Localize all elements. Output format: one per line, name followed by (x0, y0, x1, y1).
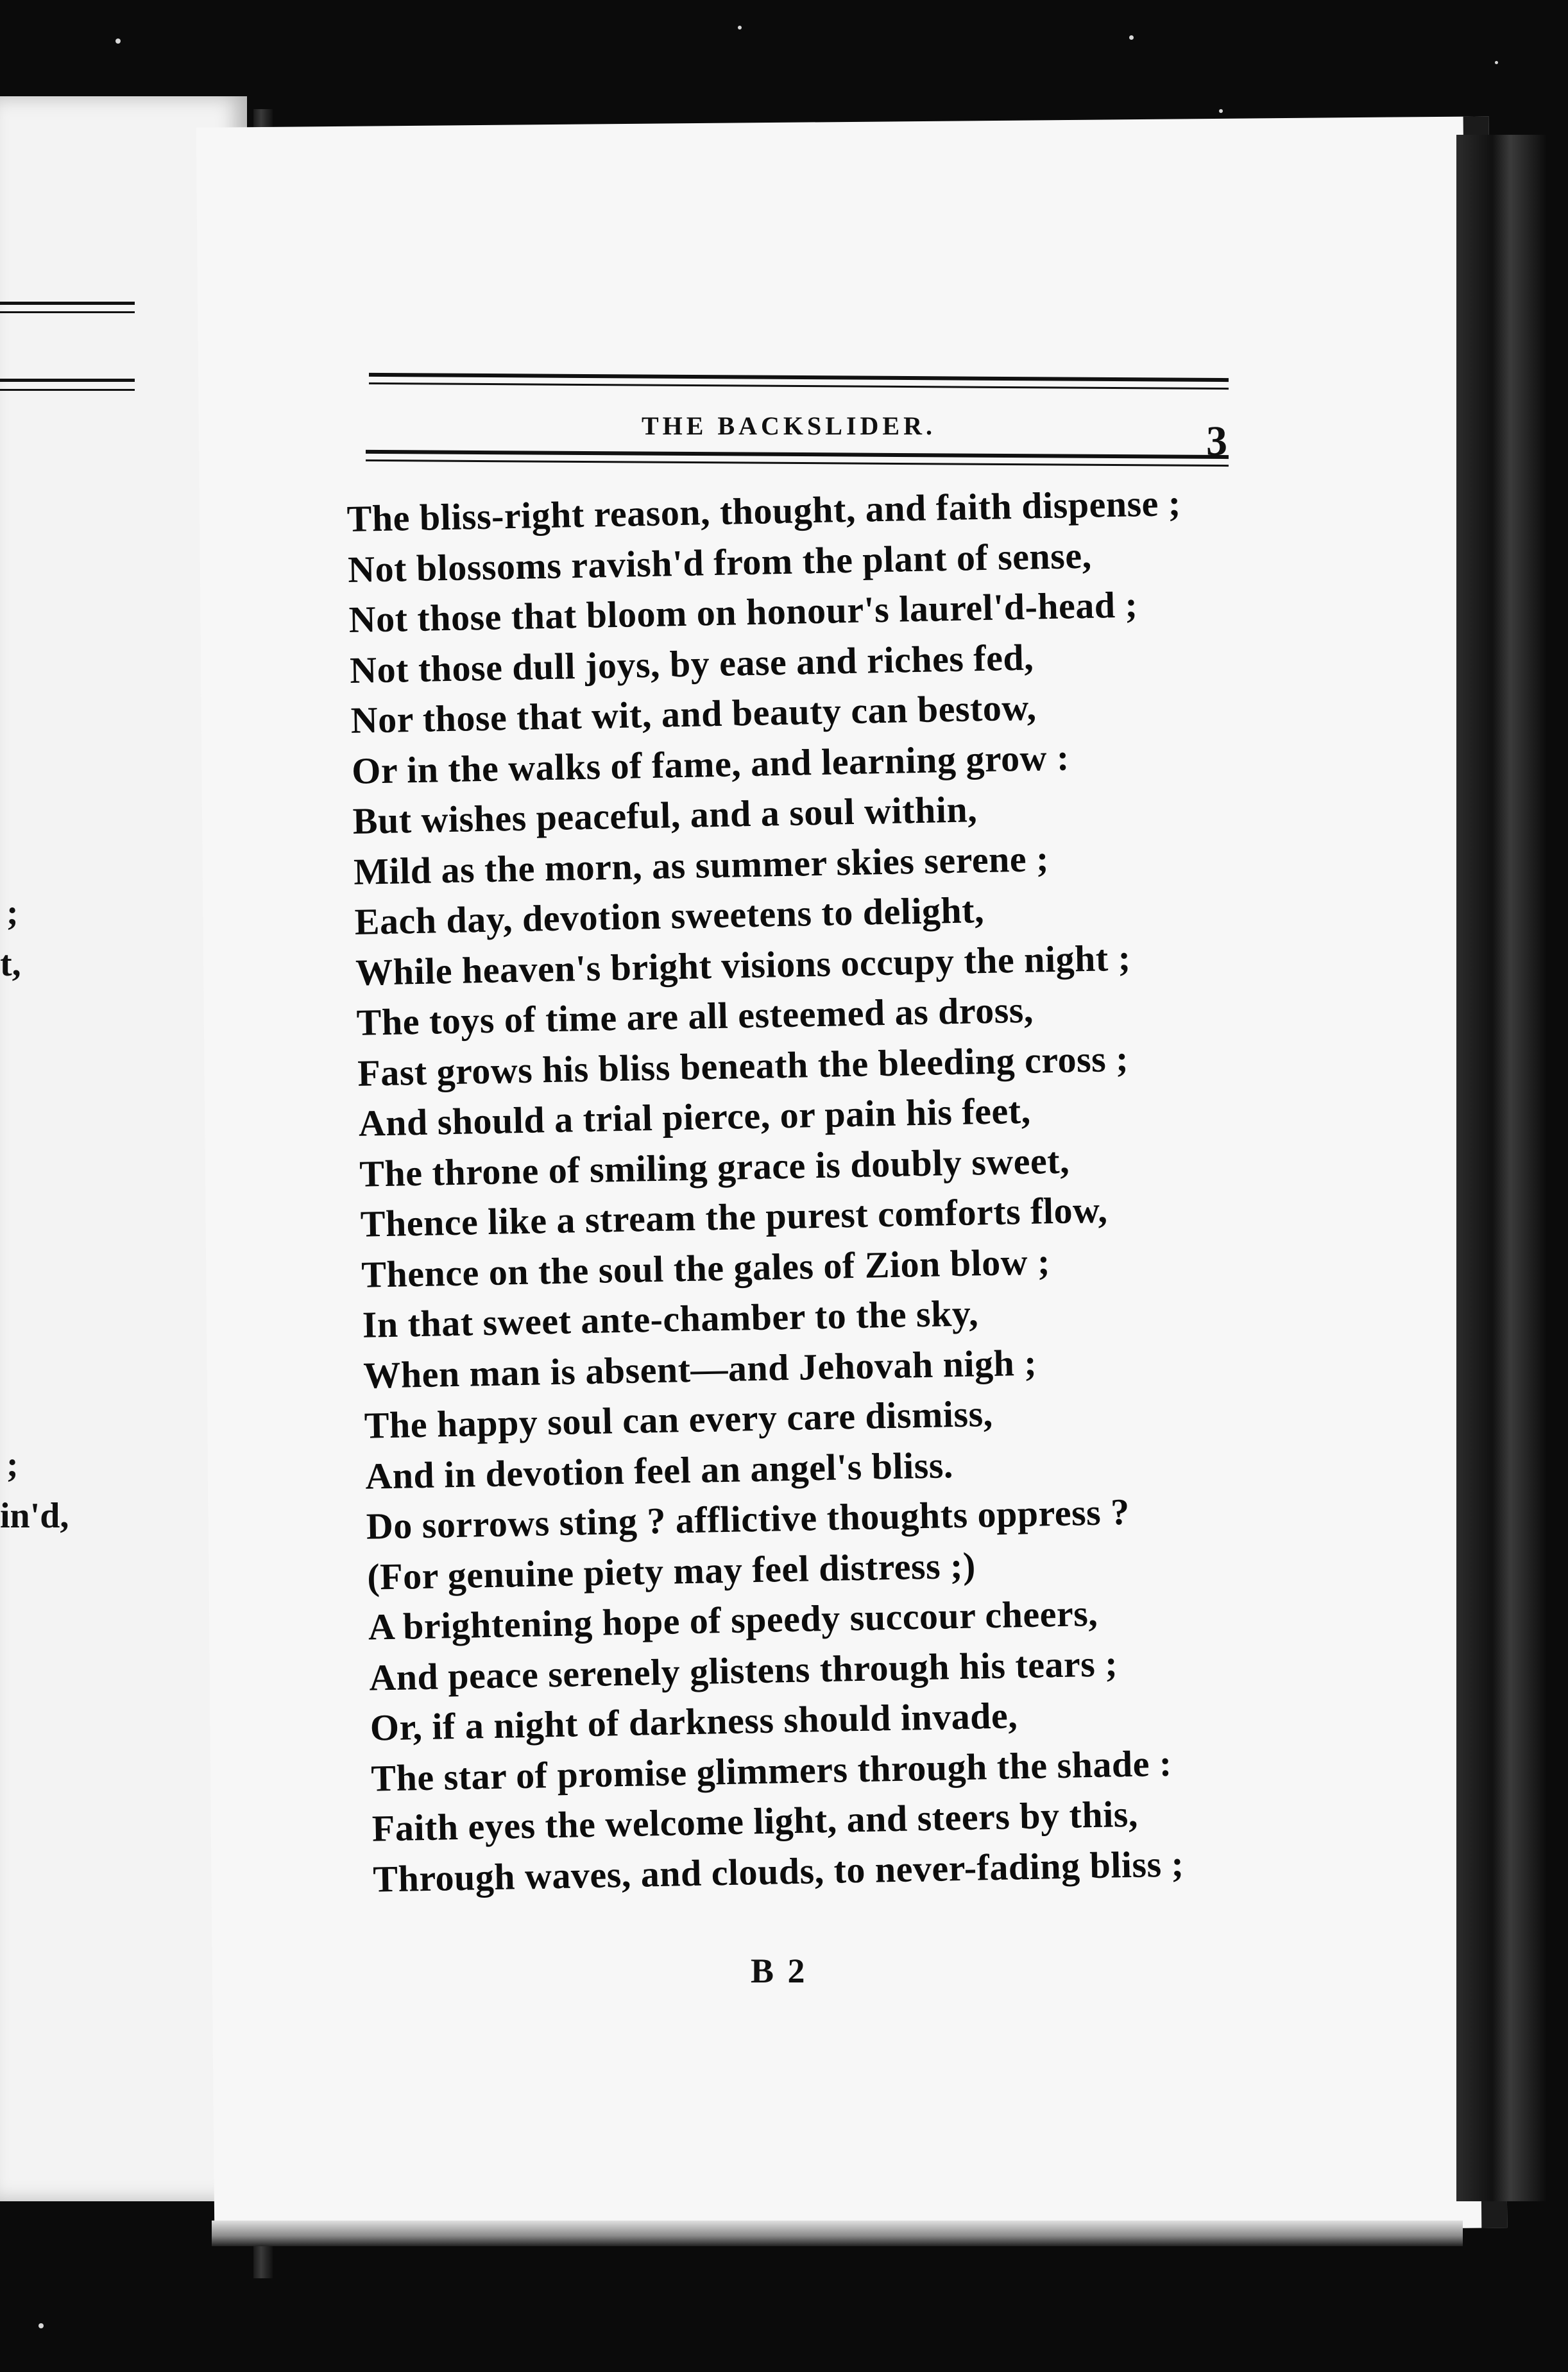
verse-line: The bliss-right reason, thought, and faith dispense ; (346, 482, 1182, 540)
verse-line: Or, if a night of darkness should invade, (370, 1694, 1018, 1749)
signature-mark: B 2 (751, 1952, 808, 1990)
verse-line: Thence like a stream the purest comforts flow, (360, 1189, 1108, 1245)
facing-page-fragment: ; (6, 1445, 19, 1484)
verse-line: When man is absent—and Jehovah nigh ; (362, 1341, 1037, 1397)
scan-speck (1129, 35, 1134, 40)
verse-line: And should a trial pierce, or pain his feet, (358, 1089, 1032, 1144)
scan-speck (738, 26, 742, 30)
verse-line: Faith eyes the welcome light, and steers by this, (371, 1792, 1139, 1850)
verse-line: The throne of smiling grace is doubly sweet, (359, 1139, 1070, 1195)
verse-line: Not those that bloom on honour's laurel'd-head ; (348, 583, 1138, 640)
verse-line: (For genuine piety may feel distress ;) (366, 1543, 976, 1598)
verse-line: Do sorrows sting ? afflictive thoughts oppress ? (366, 1490, 1130, 1547)
verse-line: The happy soul can every care dismiss, (364, 1392, 994, 1447)
verse-line: But wishes peaceful, and a soul within, (352, 788, 978, 842)
verse-block (346, 477, 1233, 1904)
verse-line: A brightening hope of speedy succour cheers, (368, 1592, 1098, 1648)
page-bottom-edge (212, 2221, 1463, 2246)
verse-line: Not blossoms ravish'd from the plant of sense, (347, 534, 1093, 590)
verse-line: The toys of time are all esteemed as dross, (356, 988, 1034, 1044)
verse-line: In that sweet ante-chamber to the sky, (362, 1292, 979, 1346)
verse-line: And in devotion feel an angel's bliss. (364, 1443, 954, 1497)
page-number: 3 (1206, 418, 1227, 465)
facing-page-fragment: ; (6, 893, 19, 932)
page-edge (1456, 135, 1546, 2201)
running-head: THE BACKSLIDER. (642, 411, 936, 440)
scan-speck (1495, 61, 1498, 64)
verse-line: Not those dull joys, by ease and riches fed, (349, 635, 1034, 691)
verse-line: Fast grows his bliss beneath the bleeding cross ; (357, 1037, 1129, 1094)
facing-page-rule (0, 302, 135, 305)
verse-line: Nor those that wit, and beauty can bestow, (350, 686, 1037, 741)
verse-line: And peace serenely glistens through his tears ; (368, 1642, 1118, 1699)
facing-page-rule (0, 379, 135, 382)
facing-page-rule (0, 311, 135, 313)
facing-page-rule (0, 389, 135, 391)
facing-page-fragment: t, (0, 944, 21, 984)
scan-speck (1219, 109, 1223, 113)
verse-line: While heaven's bright visions occupy the night ; (355, 936, 1132, 993)
scan-speck (115, 39, 121, 44)
verse-line: The star of promise glimmers through the shade : (370, 1742, 1173, 1800)
verse-line: Each day, devotion sweetens to delight, (354, 889, 985, 943)
scan-speck (38, 2323, 44, 2328)
verse-line: Thence on the soul the gales of Zion blow ; (361, 1240, 1051, 1296)
facing-page-fragment: in'd, (0, 1496, 69, 1536)
verse-line: Or in the walks of fame, and learning grow : (351, 735, 1070, 792)
verse-line: Mild as the morn, as summer skies serene ; (353, 837, 1050, 893)
verse-line: Through waves, and clouds, to never-fading bliss ; (372, 1842, 1184, 1900)
